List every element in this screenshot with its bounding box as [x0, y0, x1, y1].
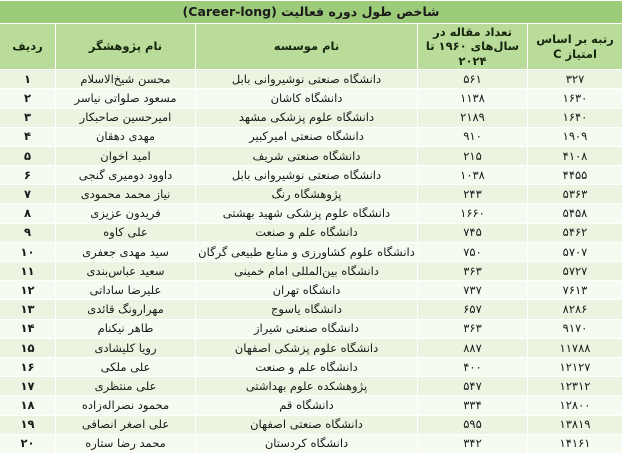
cell-researcher: امید اخوان	[56, 146, 196, 165]
table-row	[0, 377, 623, 396]
cell-institution: دانشگاه کردستان	[196, 434, 418, 453]
table-row	[0, 146, 623, 165]
cell-researcher: امیرحسین صاحبکار	[56, 108, 196, 127]
cell-papers: ۷۳۷	[418, 281, 528, 300]
cell-institution: دانشگاه علم و صنعت	[196, 223, 418, 242]
cell-c-rank: ۴۱۰۸	[528, 146, 623, 165]
cell-papers: ۱۰۳۸	[418, 166, 528, 185]
cell-index: ۱۵	[0, 338, 56, 357]
cell-researcher: سعید عباس‌بندی	[56, 262, 196, 281]
cell-index: ۱۹	[0, 415, 56, 434]
cell-c-rank: ۱۶۴۰	[528, 108, 623, 127]
cell-institution: دانشگاه بین‌المللی امام خمینی	[196, 262, 418, 281]
cell-institution: دانشگاه علوم کشاورزی و منابع طبیعی گرگان	[196, 242, 418, 261]
cell-researcher: محسن شیخ‌الاسلام	[56, 70, 196, 89]
cell-index: ۹	[0, 223, 56, 242]
cell-papers: ۱۱۳۸	[418, 89, 528, 108]
cell-index: ۱۴	[0, 319, 56, 338]
column-header-c-rank: رتبه بر اساس امتیاز C	[528, 24, 623, 70]
cell-index: ۱۰	[0, 242, 56, 261]
cell-c-rank: ۱۴۱۶۱	[528, 434, 623, 453]
cell-institution: دانشگاه علوم پزشکی اصفهان	[196, 338, 418, 357]
cell-institution: دانشگاه کاشان	[196, 89, 418, 108]
table-row	[0, 127, 623, 146]
cell-c-rank: ۵۷۲۷	[528, 262, 623, 281]
cell-c-rank: ۱۶۳۰	[528, 89, 623, 108]
cell-researcher: علیرضا ساداتی	[56, 281, 196, 300]
column-header-researcher: نام پژوهشگر	[56, 24, 196, 70]
cell-institution: دانشگاه قم	[196, 396, 418, 415]
cell-researcher: مهدی دهقان	[56, 127, 196, 146]
cell-researcher: داوود دومیری گنجی	[56, 166, 196, 185]
cell-researcher: فریدون عزیزی	[56, 204, 196, 223]
cell-papers: ۹۱۰	[418, 127, 528, 146]
table-row	[0, 300, 623, 319]
cell-c-rank: ۱۲۳۱۲	[528, 377, 623, 396]
cell-institution: پژوهشگاه رنگ	[196, 185, 418, 204]
table-row	[0, 396, 623, 415]
cell-papers: ۲۱۸۹	[418, 108, 528, 127]
cell-institution: دانشگاه علوم پزشکی شهید بهشتی	[196, 204, 418, 223]
column-header-papers: تعداد مقاله در سال‌های ۱۹۶۰ تا ۲۰۲۴	[418, 24, 528, 70]
cell-institution: دانشگاه یاسوج	[196, 300, 418, 319]
cell-institution: دانشگاه صنعتی شیراز	[196, 319, 418, 338]
table-row	[0, 204, 623, 223]
cell-index: ۱۳	[0, 300, 56, 319]
cell-index: ۱	[0, 70, 56, 89]
cell-c-rank: ۱۹۰۹	[528, 127, 623, 146]
cell-institution: پژوهشکده علوم بهداشتی	[196, 377, 418, 396]
table-row	[0, 70, 623, 89]
column-header-index: ردیف	[0, 24, 56, 70]
cell-papers: ۱۶۶۰	[418, 204, 528, 223]
cell-c-rank: ۹۱۷۰	[528, 319, 623, 338]
cell-institution: دانشگاه صنعتی نوشیروانی بابل	[196, 166, 418, 185]
cell-c-rank: ۵۳۶۳	[528, 185, 623, 204]
cell-c-rank: ۳۲۷	[528, 70, 623, 89]
cell-papers: ۲۱۵	[418, 146, 528, 165]
cell-papers: ۵۶۱	[418, 70, 528, 89]
cell-c-rank: ۴۴۵۵	[528, 166, 623, 185]
cell-researcher: علی اصغر انصافی	[56, 415, 196, 434]
table-title-row	[0, 1, 623, 24]
cell-papers: ۸۸۷	[418, 338, 528, 357]
cell-papers: ۲۴۳	[418, 185, 528, 204]
cell-index: ۱۱	[0, 262, 56, 281]
cell-index: ۱۷	[0, 377, 56, 396]
table-row	[0, 185, 623, 204]
cell-researcher: مهرارونگ قائدی	[56, 300, 196, 319]
cell-papers: ۴۰۰	[418, 357, 528, 376]
cell-index: ۱۸	[0, 396, 56, 415]
cell-index: ۶	[0, 166, 56, 185]
cell-researcher: علی کاوه	[56, 223, 196, 242]
table-row	[0, 242, 623, 261]
table-row	[0, 319, 623, 338]
cell-c-rank: ۷۶۱۳	[528, 281, 623, 300]
table-row	[0, 166, 623, 185]
cell-index: ۴	[0, 127, 56, 146]
table-row	[0, 108, 623, 127]
cell-papers: ۳۳۴	[418, 396, 528, 415]
table-row	[0, 262, 623, 281]
cell-researcher: سید مهدی جعفری	[56, 242, 196, 261]
cell-papers: ۷۴۵	[418, 223, 528, 242]
cell-c-rank: ۸۲۸۶	[528, 300, 623, 319]
table-title: شاخص طول دوره فعالیت (Career-long)	[0, 1, 623, 24]
column-header-institution: نام موسسه	[196, 24, 418, 70]
cell-institution: دانشگاه صنعتی نوشیروانی بابل	[196, 70, 418, 89]
cell-index: ۱۲	[0, 281, 56, 300]
cell-papers: ۳۶۳	[418, 262, 528, 281]
cell-papers: ۳۶۳	[418, 319, 528, 338]
cell-researcher: نیاز محمد محمودی	[56, 185, 196, 204]
cell-institution: دانشگاه تهران	[196, 281, 418, 300]
cell-c-rank: ۵۷۰۷	[528, 242, 623, 261]
cell-researcher: محمد رضا ستاره	[56, 434, 196, 453]
cell-researcher: علی ملکی	[56, 357, 196, 376]
cell-c-rank: ۱۲۸۰۰	[528, 396, 623, 415]
table-header-row	[0, 24, 623, 70]
cell-index: ۷	[0, 185, 56, 204]
cell-c-rank: ۱۳۸۱۹	[528, 415, 623, 434]
cell-institution: دانشگاه صنعتی شریف	[196, 146, 418, 165]
table-row	[0, 415, 623, 434]
cell-index: ۵	[0, 146, 56, 165]
table-row	[0, 357, 623, 376]
cell-researcher: رویا کلیشادی	[56, 338, 196, 357]
cell-papers: ۵۴۷	[418, 377, 528, 396]
cell-institution: دانشگاه صنعتی امیرکبیر	[196, 127, 418, 146]
table-row	[0, 281, 623, 300]
cell-institution: دانشگاه صنعتی اصفهان	[196, 415, 418, 434]
table-row	[0, 223, 623, 242]
cell-papers: ۳۴۲	[418, 434, 528, 453]
cell-papers: ۷۵۰	[418, 242, 528, 261]
cell-papers: ۶۵۷	[418, 300, 528, 319]
cell-c-rank: ۵۴۵۸	[528, 204, 623, 223]
table-body	[0, 1, 623, 454]
table-row	[0, 338, 623, 357]
cell-index: ۲۰	[0, 434, 56, 453]
table-row	[0, 89, 623, 108]
cell-researcher: مسعود صلواتی نیاسر	[56, 89, 196, 108]
cell-c-rank: ۱۲۱۲۷	[528, 357, 623, 376]
cell-researcher: محمود نصراله‌زاده	[56, 396, 196, 415]
cell-researcher: علی منتظری	[56, 377, 196, 396]
table-row	[0, 434, 623, 453]
cell-index: ۳	[0, 108, 56, 127]
cell-c-rank: ۵۴۶۲	[528, 223, 623, 242]
cell-papers: ۵۹۵	[418, 415, 528, 434]
cell-index: ۸	[0, 204, 56, 223]
cell-institution: دانشگاه علوم پزشکی مشهد	[196, 108, 418, 127]
cell-c-rank: ۱۱۷۸۸	[528, 338, 623, 357]
cell-researcher: طاهر نیکنام	[56, 319, 196, 338]
cell-index: ۲	[0, 89, 56, 108]
cell-index: ۱۶	[0, 357, 56, 376]
cell-institution: دانشگاه علم و صنعت	[196, 357, 418, 376]
